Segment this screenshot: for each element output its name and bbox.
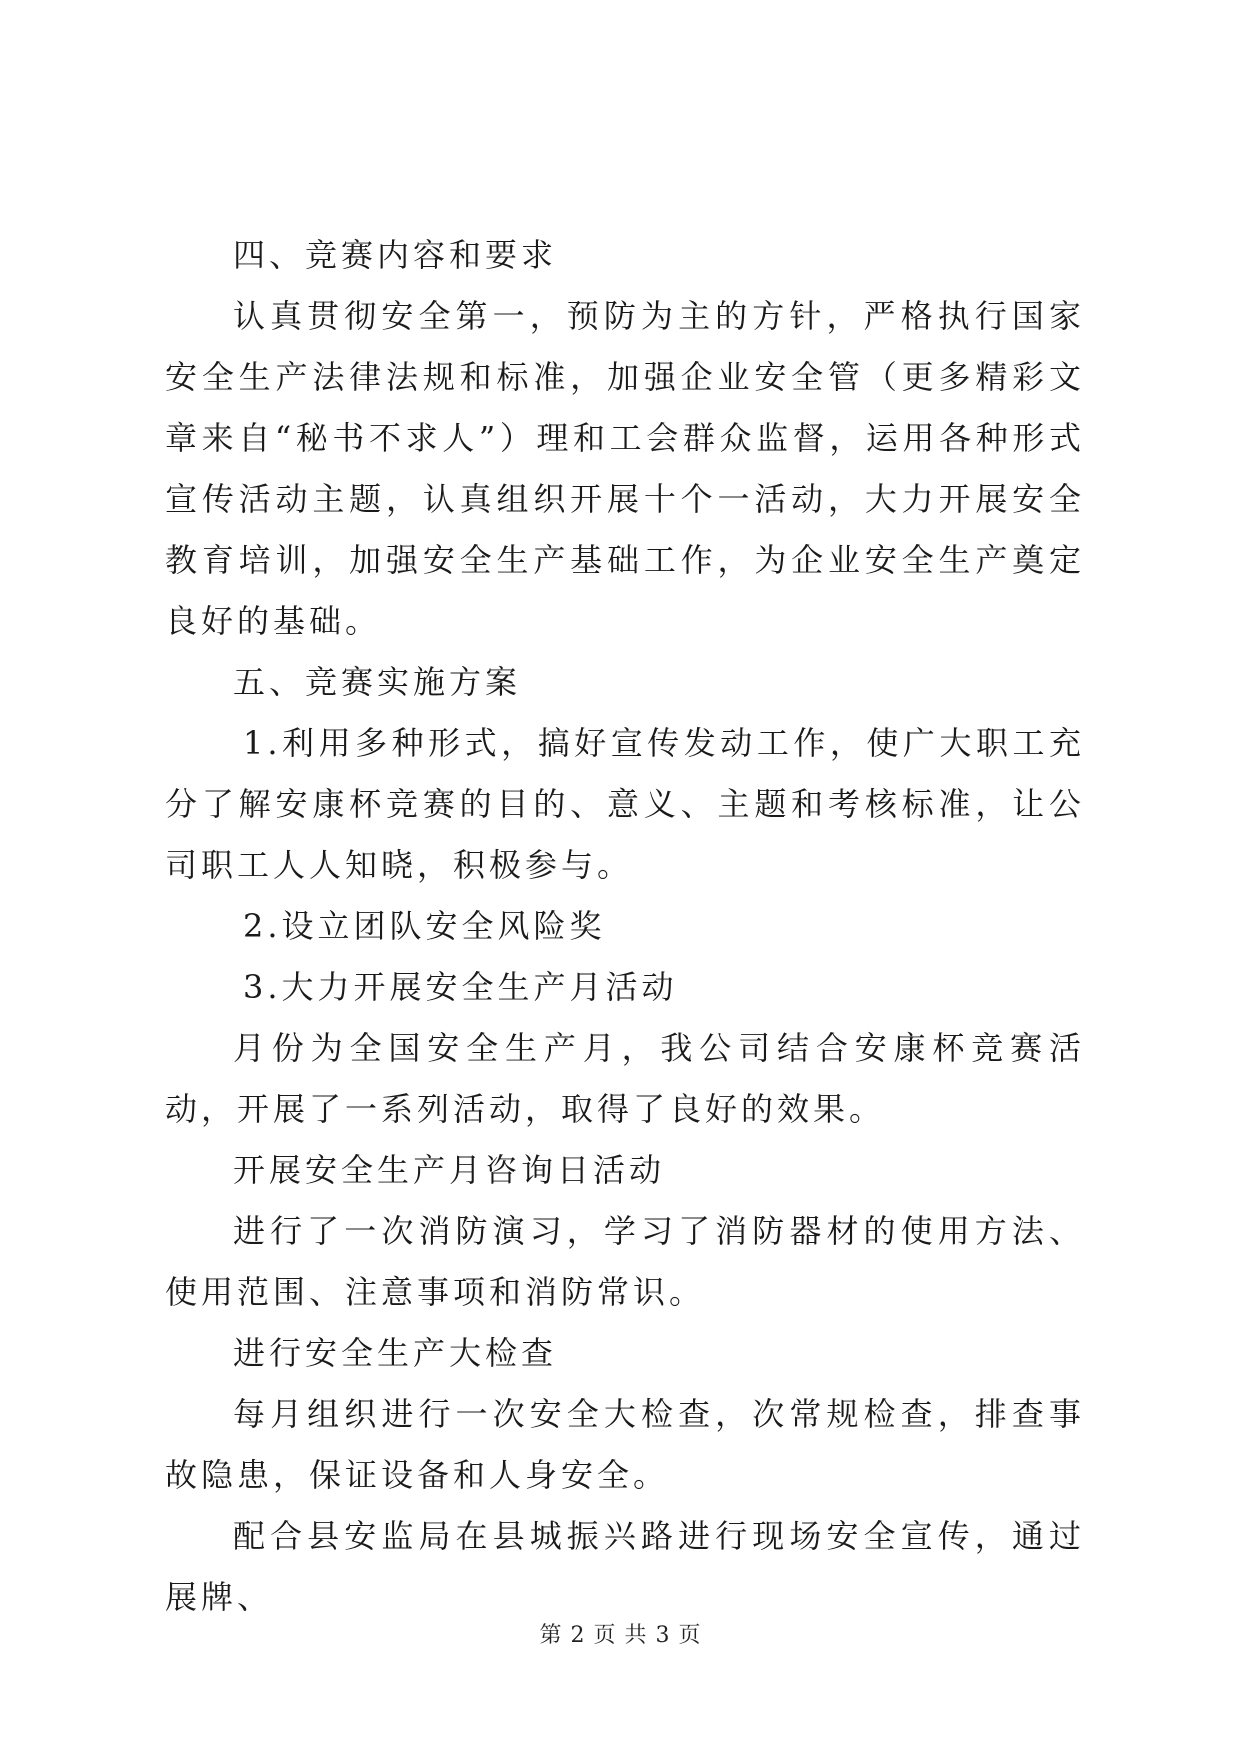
list-item-2: 2.设立团队安全风险奖: [243, 907, 606, 945]
section-heading-5: 五、竞赛实施方案: [233, 663, 522, 701]
subheading: 开展安全生产月咨询日活动: [233, 1151, 666, 1189]
subheading: 进行安全生产大检查: [233, 1334, 558, 1372]
paragraph: 每月组织进行一次安全大检查，次常规检查，排查事故隐患，保证设备和人身安全。: [165, 1395, 1085, 1494]
paragraph: 认真贯彻安全第一，预防为主的方针，严格执行国家安全生产法律法规和标准，加强企业安全管（更多精彩文章来自“秘书不求人”）理和工会群众监督，运用各种形式宣传活动主题，认真组织开展十个一活动，大力开展安全教育培训，加强安全生产基础工作，为企业安全生产奠定良好的基础。: [165, 297, 1085, 640]
paragraph: 配合县安监局在县城振兴路进行现场安全宣传，通过展牌、: [165, 1517, 1085, 1616]
section-heading-4: 四、竞赛内容和要求: [233, 236, 558, 274]
paragraph: 进行了一次消防演习，学习了消防器材的使用方法、使用范围、注意事项和消防常识。: [165, 1212, 1085, 1311]
page-number-footer: 第 2 页 共 3 页: [539, 1623, 702, 1648]
list-item-3: 3.大力开展安全生产月活动: [243, 968, 678, 1006]
document-body: [165, 225, 1085, 1628]
list-item-1: 1.利用多种形式，搞好宣传发动工作，使广大职工充分了解安康杯竞赛的目的、意义、主题和考核标准，让公司职工人人知晓，积极参与。: [165, 724, 1085, 884]
paragraph: 月份为全国安全生产月，我公司结合安康杯竞赛活动，开展了一系列活动，取得了良好的效果。: [165, 1029, 1085, 1128]
